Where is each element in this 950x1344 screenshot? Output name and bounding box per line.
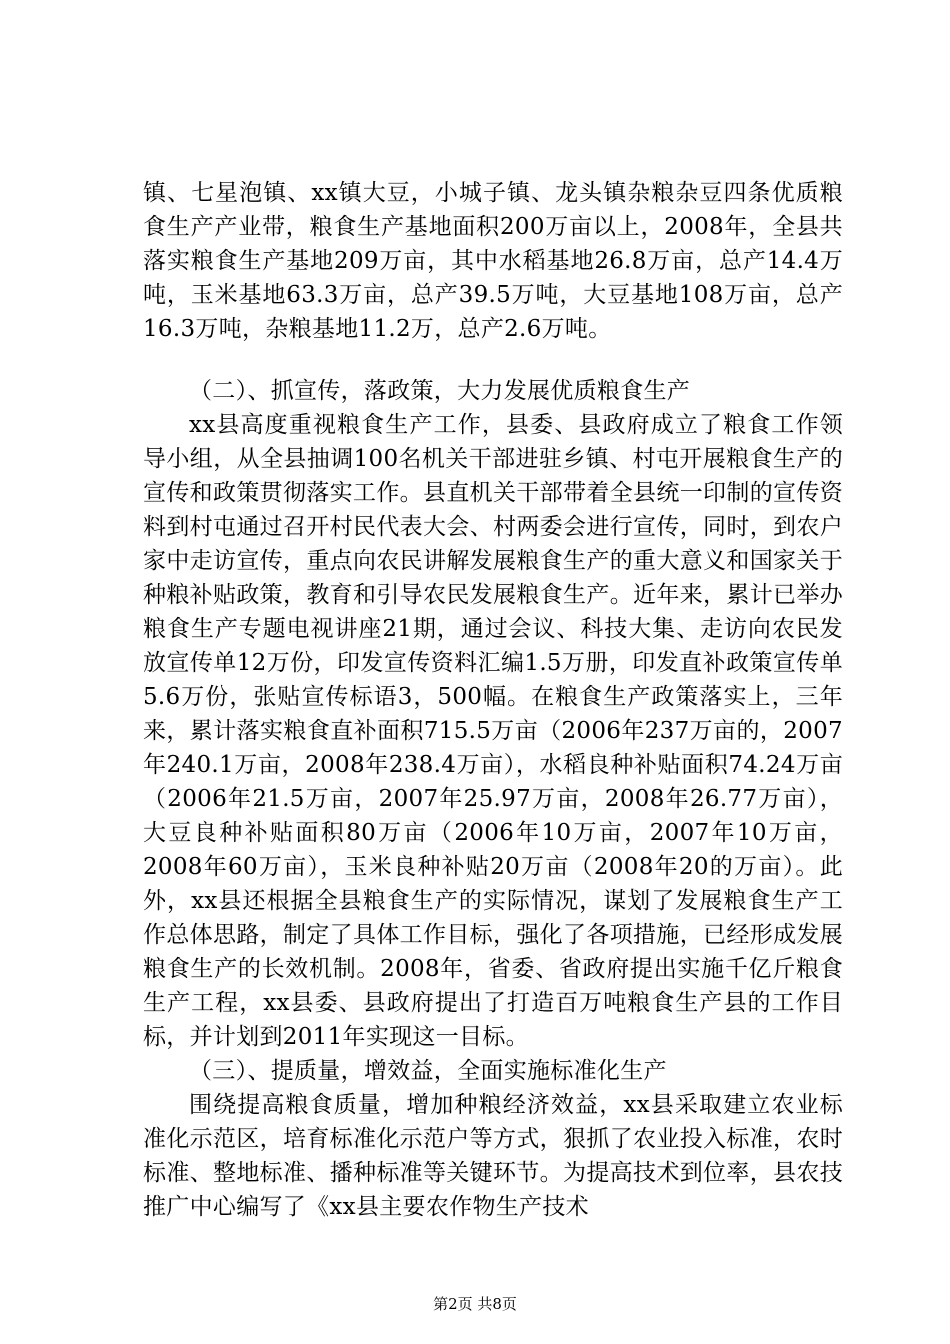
document-body (143, 176, 843, 1224)
page-footer: 第2页 共8页 (433, 1295, 517, 1313)
section-heading-2: （二）、抓宣传，落政策，大力发展优质粮食生产 (189, 378, 691, 404)
paragraph-publicity-policy: xx县高度重视粮食生产工作，县委、县政府成立了粮食工作领导小组，从全县抽调100名机关干部进驻乡镇、村屯开展粮食生产的宣传和政策贯彻落实工作。县直机关干部带着全县统一印制的宣传资料到村屯通过召开村民代表大会、村两委会进行宣传，同时，到农户家中走访宣传，重点向农民讲解发展粮食生产的重大意义和国家关于种粮补贴政策，教育和引导农民发展粮食生产。近年来，累计已举办粮食生产专题电视讲座21期，通过会议、科技大集、走访向农民发放宣传单12万份，印发宣传资料汇编1.5万册，印发直补政策宣传单5.6万份，张贴宣传标语3，500幅。在粮食生产政策落实上，三年来，累计落实粮食直补面积715.5万亩（2006年237万亩的，2007年240.1万亩，2008年238.4万亩），水稻良种补贴面积74.24万亩（2006年21.5万亩，2007年25.97万亩，2008年26.77万亩），大豆良种补贴面积80万亩（2006年10万亩，2007年10万亩，2008年60万亩），玉米良种补贴20万亩（2008年20的万亩）。此外，xx县还根据全县粮食生产的实际情况，谋划了发展粮食生产工作总体思路，制定了具体工作目标，强化了各项措施，已经形成发展粮食生产的长效机制。2008年，省委、省政府提出实施千亿斤粮食生产工程，xx县委、县政府提出了打造百万吨粮食生产县的工作目标，并计划到2011年实现这一目标。 (143, 412, 843, 1050)
section-heading-3: （三）、提质量，增效益，全面实施标准化生产 (189, 1058, 667, 1084)
paragraph-gap (143, 346, 843, 374)
paragraph-standardization: 围绕提高粮食质量，增加种粮经济效益，xx县采取建立农业标准化示范区，培育标准化示范户等方式，狠抓了农业投入标准，农时标准、整地标准、播种标准等关键环节。为提高技术到位率，县农技推广中心编写了《xx县主要农作物生产技术 (143, 1092, 843, 1220)
paragraph-base-output: 镇、七星泡镇、xx镇大豆，小城子镇、龙头镇杂粮杂豆四条优质粮食生产产业带，粮食生产基地面积200万亩以上，2008年，全县共落实粮食生产基地209万亩，其中水稻基地26.8万亩，总产14.4万吨，玉米基地63.3万亩，总产39.5万吨，大豆基地108万亩，总产16.3万吨，杂粮基地11.2万，总产2.6万吨。 (143, 180, 843, 342)
